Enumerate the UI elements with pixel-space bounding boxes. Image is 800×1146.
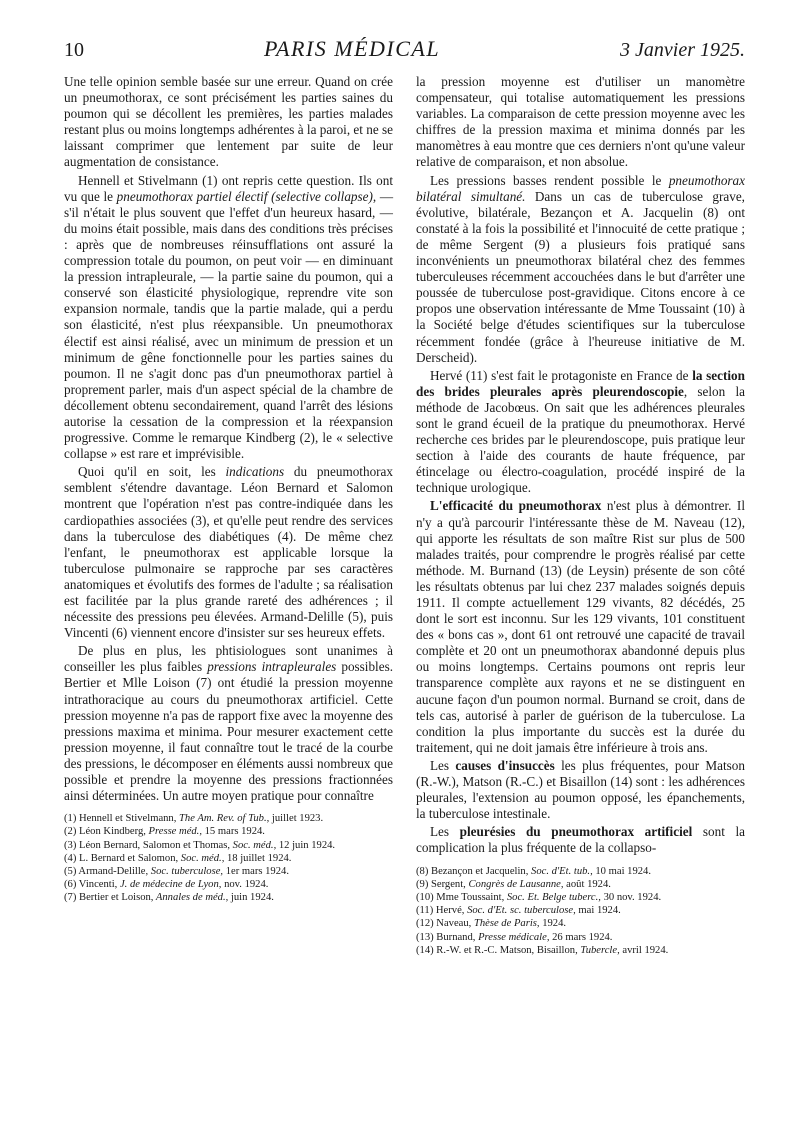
right-column (416, 74, 745, 957)
footnote-source: Soc. tuberculose, (148, 866, 224, 878)
paragraph-text: la pression moyenne est d'utiliser un manomètre compensateur, qui totalise automatiquement les pressions variables. La comparaison de cette pression moyenne avec les chiffres de la pression maxima et minima donnés par les manomètres à eau montre que ces derniers n'ont qu'une valeur relative de comparaison, et non absolue. (416, 74, 745, 170)
footnote-date: 12 juin 1924. (276, 839, 336, 851)
footnotes (416, 865, 745, 957)
paragraph-text: Les pressions basses rendent possible le (430, 172, 669, 188)
footnote-date: nov. 1924. (221, 879, 269, 891)
footnote-source: Soc. Et. Belge tuberc., (504, 891, 601, 903)
footnote-source: Soc. d'Et. sc. tuberculose, (464, 905, 576, 917)
footnotes (64, 812, 393, 904)
footnote (64, 878, 393, 891)
footnote-source: Congrès de Lausanne, (465, 878, 564, 890)
footnote-author: (14) R.-W. et R.-C. Matson, Bisaillon, (416, 944, 578, 956)
footnote-source: The Am. Rev. of Tub., (176, 813, 270, 825)
bold-term: la section des brides pleurales après pleurendoscopie (416, 367, 745, 399)
footnote-author: (7) Bertier et Loison, (64, 892, 154, 904)
footnote-source: Soc. méd., (230, 839, 277, 851)
footnote-author: (8) Bezançon et Jacquelin, (416, 865, 529, 877)
footnote-author: (11) Hervé, (416, 905, 465, 917)
footnote-date: 1er mars 1924. (223, 866, 289, 878)
two-column-body (64, 74, 745, 957)
footnote-date: 26 mars 1924. (549, 931, 613, 943)
paragraph-text: n'est plus à démontrer. Il n'y a qu'à parcourir l'intéressante thèse de M. Naveau (12), qui apporte les résultats de son maître Rist sur plus de 500 malades traités, pour comprendre le progrès réalisé par cette méthode. M. Burnand (13) (de Leysin) présente de son côté les résultats obtenus par lui chez 237 malades soignés depuis 1911. Il compte actuellement 129 vivants, 82 décédés, 25 dont le sort est inconnu. Sur les 129 vivants, 101 constituent des « bons cas », dont 61 ont retrouvé une capacité de travail complète et 20 ont un pneumothorax abandonné depuis plus ou moins longtemps. Certains poumons ont repris leur transparence complète aux rayons et ne se distinguent en aucune façon d'un poumon normal. Burnand se croit, dans de tels cas, autorisé à parler de guérison de la tuberculose. La condition la plus importante du succès est la durée du traitement, qui ne doit jamais être inférieure à trois ans. (416, 498, 745, 755)
footnote-source: Annales de méd., (153, 892, 229, 904)
paragraph (416, 173, 745, 366)
footnote-date: 18 juillet 1924. (224, 852, 292, 864)
paragraph (416, 758, 745, 822)
footnote-date: 10 mai 1924. (592, 865, 651, 877)
footnote-author: (5) Armand-Delille, (64, 866, 149, 878)
page-number: 10 (64, 39, 84, 61)
issue-date: 3 Janvier 1925. (620, 39, 745, 61)
footnote (416, 917, 745, 930)
footnote-date: avril 1924. (619, 944, 669, 956)
footnote (416, 865, 745, 878)
bold-term: L'efficacité du pneumothorax (430, 498, 602, 514)
paragraph-text: sont la complication la plus fréquente de la collapso- (416, 824, 746, 856)
footnote-author: (2) Léon Kindberg, (64, 826, 146, 838)
footnote (64, 812, 393, 825)
footnote (416, 878, 745, 891)
paragraph-text: , — s'il n'était le plus souvent que l'effet d'un heureux hasard, — du moins était possible, mais dans des conditions très précises : après que de nombreuses réinsufflations ont assuré la compression totale du poumon, on peut voir — en diminuant la pression intrapleurale, — la partie saine du poumon, qui a conservé son élasticité physiologique, reprendre vite son expansion normale, tandis que la partie malade, qui a perdu son élasticité, n'est plus réexpansible. Un pneumothorax électif est ainsi réalisé, avec un minimum de pression et un minimum de gêne fonctionnelle pour les parties saines du poumon. Il ne s'agit donc pas d'un pneumothorax partiel à proprement parler, mais d'un aspect spécial de la chambre de décollement obtenu secondairement, quand l'arrêt des lésions autorise la cessation de la compression et la réexpansion progressive. Comme le remarque Kindberg (2), le « selective collapse » est rare et imprévisible. (64, 188, 394, 462)
paragraph-text: De plus en plus, les phtisiologues sont unanimes à conseiller les plus faibles (64, 643, 393, 675)
bold-term: causes d'insuccès (455, 757, 555, 773)
footnote (64, 825, 393, 838)
footnote-date: 15 mars 1924. (201, 826, 265, 838)
paragraph (416, 824, 745, 856)
footnote-author: (12) Naveau, (416, 918, 472, 930)
italic-term: pneumothorax bilatéral simultané. (416, 172, 745, 204)
footnote (64, 852, 393, 865)
footnote-date: 1924. (539, 918, 567, 930)
footnote-source: J. de médecine de Lyon, (117, 879, 222, 891)
paragraph-text: Hervé (11) s'est fait le protagoniste en France de (430, 367, 693, 383)
paragraph-text: Une telle opinion semble basée sur une erreur. Quand on crée un pneumothorax, ce sont précisément les parties saines du poumon qui se décollent les premières, les parties malades restant plus ou moins longtemps adhérentes à la paroi, et ne se laissant comprimer que lentement par suite de leur augmentation de consistance. (64, 74, 393, 170)
footnote (64, 865, 393, 878)
footnote-date: août 1924. (563, 878, 611, 890)
paragraph-text: , selon la méthode de Jacobœus. On sait que les adhérences pleurales sont le grand écueil de la pratique du pneumothorax. Hervé recherche ces brides par le pleurendoscope, puis pratique leur section à l'aide des courants de haute fréquence, par étincelage ou électro-coagulation, procédé inspiré de la technique urologique. (416, 383, 745, 496)
paragraph (416, 74, 745, 171)
paragraph-text: Les (430, 757, 456, 773)
footnote (64, 839, 393, 852)
footnote-date: juin 1924. (228, 892, 274, 904)
footnote (64, 891, 393, 904)
paragraph-text: Les (430, 824, 460, 840)
journal-title: PARIS MÉDICAL (263, 36, 441, 61)
paragraph (64, 173, 393, 463)
footnote (416, 904, 745, 917)
paragraph-text: Quoi qu'il en soit, les (78, 464, 226, 480)
footnote-date: mai 1924. (575, 905, 621, 917)
paragraph (416, 368, 745, 497)
footnote (416, 931, 745, 944)
footnote-source: Thèse de Paris, (471, 918, 540, 930)
footnote-author: (9) Sergent, (416, 878, 466, 890)
paragraph (64, 74, 393, 171)
paragraph-text: possibles. Bertier et Mlle Loison (7) ont étudié la pression moyenne intrathoracique au cours du pneumothorax artificiel. Cette pression moyenne n'a pas de rapport fixe avec la moyenne des pressions maxima et minima. Pour mesurer exactement cette pression moyenne, il faut connaître tout le tracé de la courbe des pressions, le décomposer en éléments aussi nombreux que possible et prendre la moyenne des pressions fractionnées ainsi déterminées. Un autre moyen pratique pour connaître (64, 659, 394, 804)
footnote-author: (4) L. Bernard et Salomon, (64, 852, 179, 864)
italic-term: pneumothorax partiel électif (selective collapse) (116, 188, 373, 204)
footnote-author: (6) Vincenti, (64, 879, 118, 891)
running-header (64, 36, 745, 72)
paragraph (64, 643, 393, 804)
footnote-source: Soc. d'Et. tub., (528, 865, 593, 877)
footnote-author: (10) Mme Toussaint, (416, 891, 505, 903)
footnote-author: (3) Léon Bernard, Salomon et Thomas, (64, 839, 231, 851)
paragraph (64, 464, 393, 641)
paragraph-text: Hennell et Stivelmann (1) ont repris cette question. Ils ont vu que le (64, 172, 393, 204)
italic-term: pressions intrapleurales (207, 659, 337, 675)
footnote-source: Soc. méd., (178, 852, 225, 864)
italic-term: indications (225, 464, 285, 480)
footnote-source: Tubercle, (577, 944, 620, 956)
paragraph-text: Dans un cas de tuberculose grave, évolutive, bilatérale, Bezançon et A. Jacquelin (8) ont constaté à la fois la possibilité et l'innocuité de cette pratique ; de même Sergent (9) a plusieurs fois pratiqué sans inconvénients un pneumothorax bilatéral chez des femmes tuberculeuses récemment accouchées dans le but d'arrêter une poussée de tuberculose post-gravidique. Citons encore à ce propos une observation intéressante de Mme Toussaint (10) à la Société belge d'études scientifiques sur la tuberculose récemment fondée (grâce à l'heureuse initiative de M. Derscheid). (416, 188, 745, 365)
paragraph-text: du pneumothorax semblent s'étendre davantage. Léon Bernard et Salomon montrent que l'opération n'est pas contre-indiquée dans les cardiopathies associées (3), et qu'elle peut rendre des services dans la tuberculose des diabétiques (4). De même chez l'enfant, le pneumothorax est applicable lorsque la tuberculose pulmonaire se rapproche par ses caractères anatomiques et évolutifs des formes de l'adulte ; sa réalisation est facilitée par la plus grande rareté des adhérences ; il nécessite des pressions peu élevées. Armand-Delille (5), puis Vincenti (6) viennent encore d'insister sur ses heureux effets. (64, 464, 393, 641)
left-column (64, 74, 393, 957)
paragraph-text: les plus fréquentes, pour Matson (R.-W.), Matson (R.-C.) et Bisaillon (14) sont : les adhérences pleurales, l'extension au poumon opposé, les épanchements, la tuberculose intestinale. (416, 757, 745, 822)
bold-term: pleurésies du pneumothorax artificiel (459, 824, 693, 840)
footnote-source: Presse méd., (145, 826, 202, 838)
footnote (416, 944, 745, 957)
footnote (416, 891, 745, 904)
paragraph (416, 498, 745, 756)
footnote-date: 30 nov. 1924. (600, 891, 662, 903)
footnote-source: Presse médicale, (475, 931, 550, 943)
footnote-author: (13) Burnand, (416, 931, 476, 943)
footnote-author: (1) Hennell et Stivelmann, (64, 813, 177, 825)
footnote-date: juillet 1923. (269, 813, 324, 825)
